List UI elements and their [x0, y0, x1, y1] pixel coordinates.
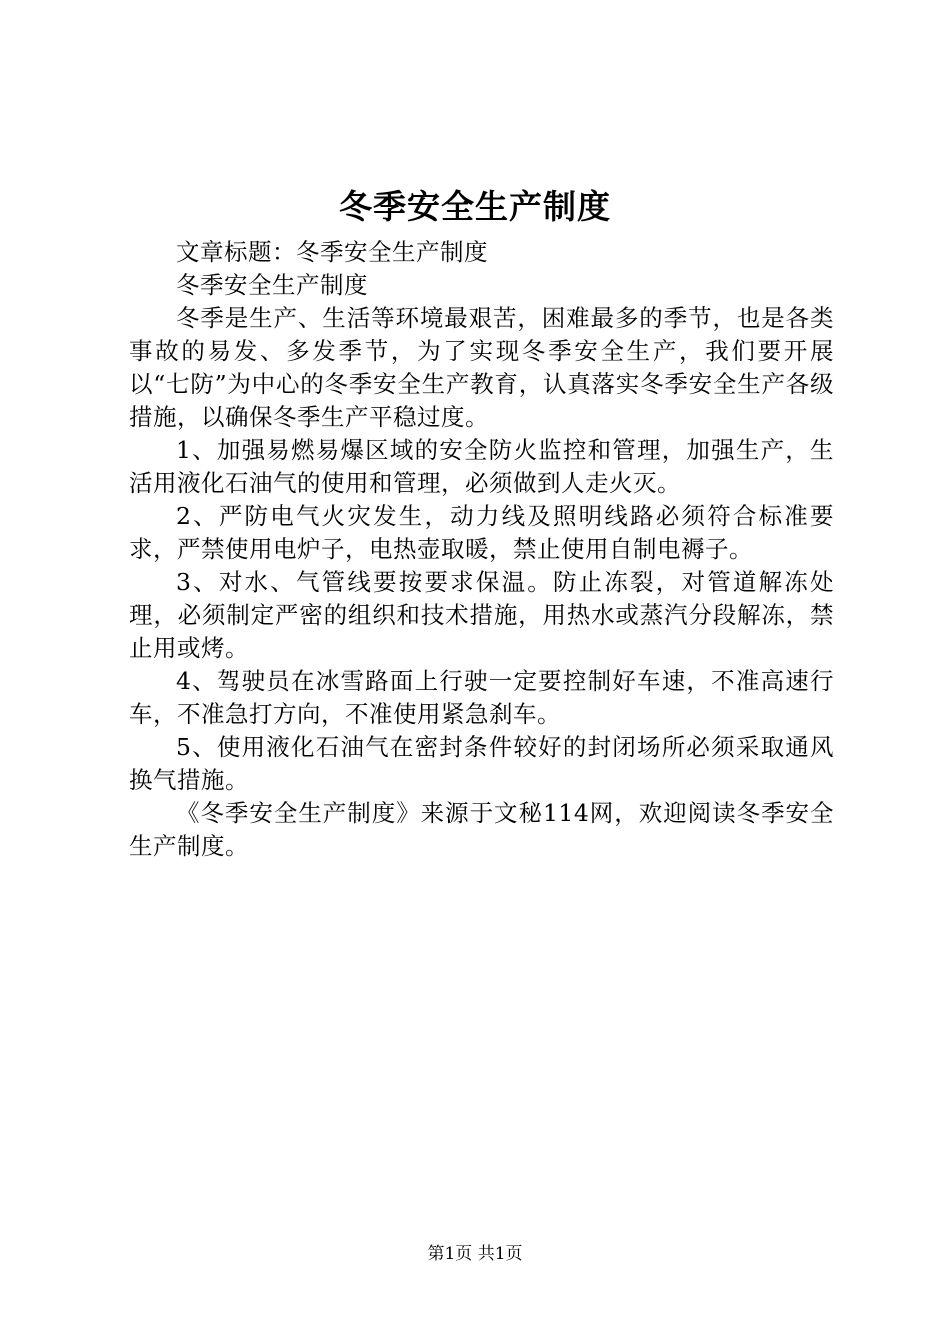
source-note: 《冬季安全生产制度》来源于文秘114网，欢迎阅读冬季安全生产制度。	[129, 799, 834, 860]
rule-item-4: 4、驾驶员在冰雪路面上行驶一定要控制好车速，不准高速行车，不准急打方向，不准使用紧急刹车。	[129, 667, 834, 728]
rule-item-5: 5、使用液化石油气在密封条件较好的封闭场所必须采取通风换气措施。	[129, 733, 834, 794]
page-number-footer: 第1页 共1页	[427, 1244, 523, 1264]
rule-item-3: 3、对水、气管线要按要求保温。防止冻裂，对管道解冻处理，必须制定严密的组织和技术措施，用热水或蒸汽分段解冻，禁止用或烤。	[129, 568, 834, 662]
intro-paragraph: 冬季是生产、生活等环境最艰苦，困难最多的季节，也是各类事故的易发、多发季节，为了实现冬季安全生产，我们要开展以“七防”为中心的冬季安全生产教育，认真落实冬季安全生产各级措施，以确保冬季生产平稳过度。	[129, 304, 834, 431]
article-title-line: 文章标题：冬季安全生产制度	[176, 238, 488, 266]
document-title: 冬季安全生产制度	[339, 187, 611, 226]
rule-item-2: 2、严防电气火灾发生，动力线及照明线路必须符合标准要求，严禁使用电炉子，电热壶取暖，禁止使用自制电褥子。	[129, 502, 834, 563]
subtitle-line: 冬季安全生产制度	[176, 271, 368, 299]
rule-item-1: 1、加强易燃易爆区域的安全防火监控和管理，加强生产，生活用液化石油气的使用和管理，必须做到人走火灭。	[129, 436, 834, 497]
document-body	[129, 236, 834, 863]
